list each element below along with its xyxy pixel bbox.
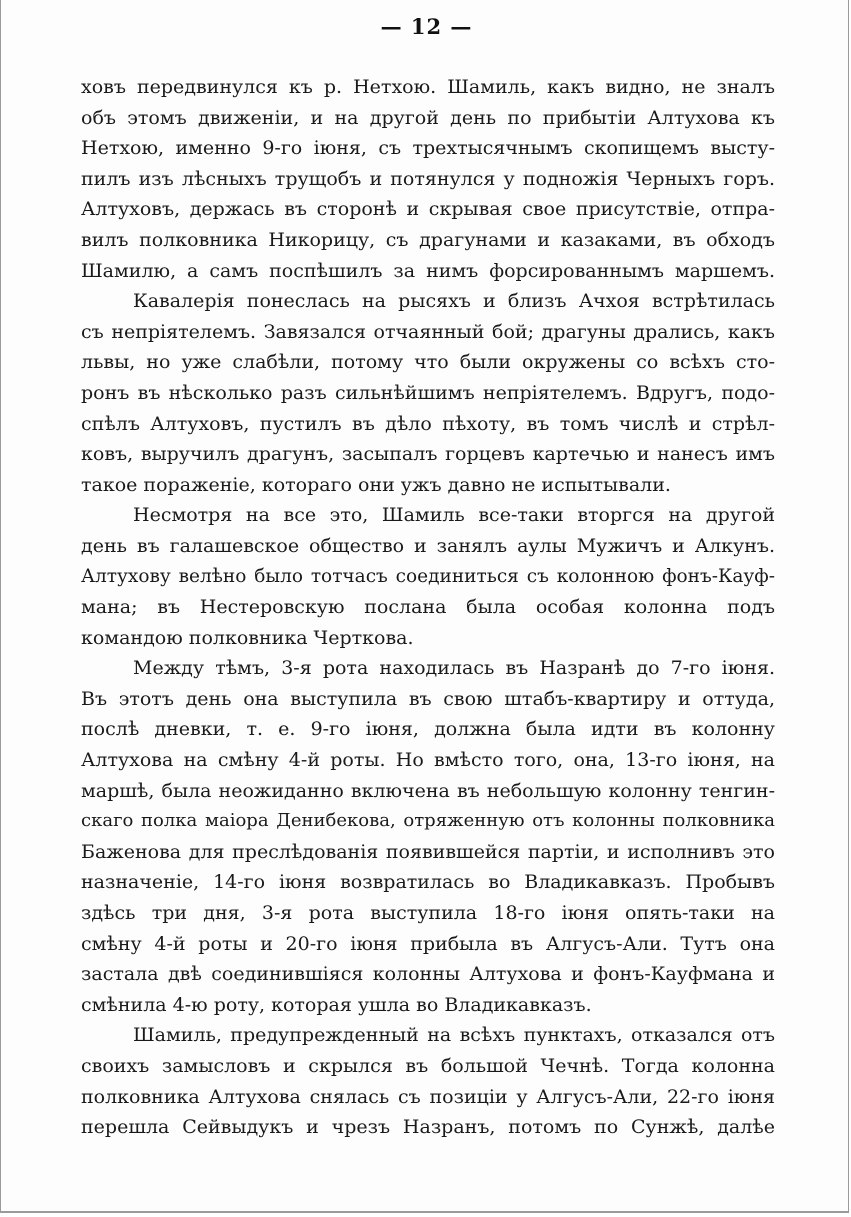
text-line: день въ галашевское общество и занялъ аулы Мужичъ и Алкунъ. [81,534,775,557]
text-line: Баженова для преслѣдованія появившейся партіи, и исполнивъ это [81,840,775,863]
text-line: своихъ замысловъ и скрылся въ большой Чечнѣ. Тогда колонна [81,1055,775,1077]
paragraph-1 [81,72,775,286]
text-line: Между тѣмъ, 3-я рота находилась въ Назранѣ до 7-го іюня. [133,657,775,680]
text-line: объ этомъ движеніи, и на другой день по прибытіи Алтухова къ [81,106,775,129]
text-line: такое пораженіе, котораго они ужъ давно не испытывали. [81,473,671,496]
text-line: съ непріятелемъ. Завязался отчаянный бой; драгуны дрались, какъ [81,320,775,343]
text-line: полковника Алтухова снялась съ позиціи у Алгусъ-Али, 22-го іюня [81,1085,775,1108]
body-text [81,72,775,1143]
text-line: маршѣ, была неожиданно включена въ небольшую колонну тенгин- [81,779,775,802]
text-line: Шамиль, предупрежденный на всѣхъ пунктахъ, отказался отъ [133,1024,775,1047]
text-line: пилъ изъ лѣсныхъ трущобъ и потянулся у подножія Черныхъ горъ. [81,167,775,190]
text-line: Шамилю, а самъ поспѣшилъ за нимъ форсированнымъ маршемъ. [81,259,775,282]
paragraph-5 [81,1020,775,1142]
text-line: Нетхою, именно 9-го іюня, съ трехтысячнымъ скопищемъ высту- [81,137,775,160]
paragraph-2 [81,286,775,500]
text-line: Кавалерія понеслась на рысяхъ и близъ Ачхоя встрѣтилась [133,290,775,313]
paragraph-4 [81,653,775,1020]
text-line: львы, но уже слабѣли, потому что были окружены со всѣхъ сто- [81,351,775,374]
text-line: послѣ дневки, т. е. 9-го іюня, должна была идти въ колонну [81,718,775,741]
text-line: мана; въ Нестеровскую послана была особая колонна подъ [81,596,775,619]
text-line: смѣнила 4-ю роту, которая ушла во Владикавказъ. [81,993,592,1016]
text-line: скаго полка маіора Денибекова, отряженную отъ колонны полковника [81,810,775,832]
text-line: застала двѣ соединившіяся колонны Алтухова и фонъ-Кауфмана и [81,963,775,986]
text-line: ховъ передвинулся къ р. Нетхою. Шамиль, какъ видно, не зналъ [81,76,775,98]
page-number: — 12 — [380,14,473,39]
text-line: спѣлъ Алтуховъ, пустилъ въ дѣло пѣхоту, въ томъ числѣ и стрѣл- [81,412,775,435]
text-line: Алтухову велѣно было тотчасъ соединиться съ колонною фонъ-Кауф- [81,565,775,587]
text-line: Несмотря на все это, Шамиль все-таки вторгся на другой [133,504,775,527]
text-line: ронъ въ нѣсколько разъ сильнѣйшимъ непріятелемъ. Вдругъ, подо- [81,381,775,404]
text-line: вилъ полковника Никорицу, съ драгунами и казаками, въ обходъ [81,228,775,251]
text-line: ковъ, выручилъ драгунъ, засыпалъ горцевъ картечью и нанесъ имъ [81,443,775,466]
text-line: Въ этотъ день она выступила въ свою штабъ-квартиру и оттуда, [81,687,775,710]
text-line: здѣсь три дня, 3-я рота выступила 18-го іюня опять-таки на [81,902,775,925]
text-line: Алтуховъ, держась въ сторонѣ и скрывая свое присутствіе, отпра- [81,198,775,221]
paragraph-3 [81,500,775,653]
text-line: смѣну 4-й роты и 20-го іюня прибыла въ Алгусъ-Али. Тутъ она [81,932,775,955]
text-line: назначеніе, 14-го іюня возвратилась во Владикавказъ. Пробывъ [81,871,775,894]
text-line: командою полковника Черткова. [81,626,414,649]
text-line: Алтухова на смѣну 4-й роты. Но вмѣсто того, она, 13-го іюня, на [81,749,775,772]
text-line: перешла Сейвыдукъ и чрезъ Назранъ, потомъ по Сунжѣ, далѣе [81,1116,775,1139]
